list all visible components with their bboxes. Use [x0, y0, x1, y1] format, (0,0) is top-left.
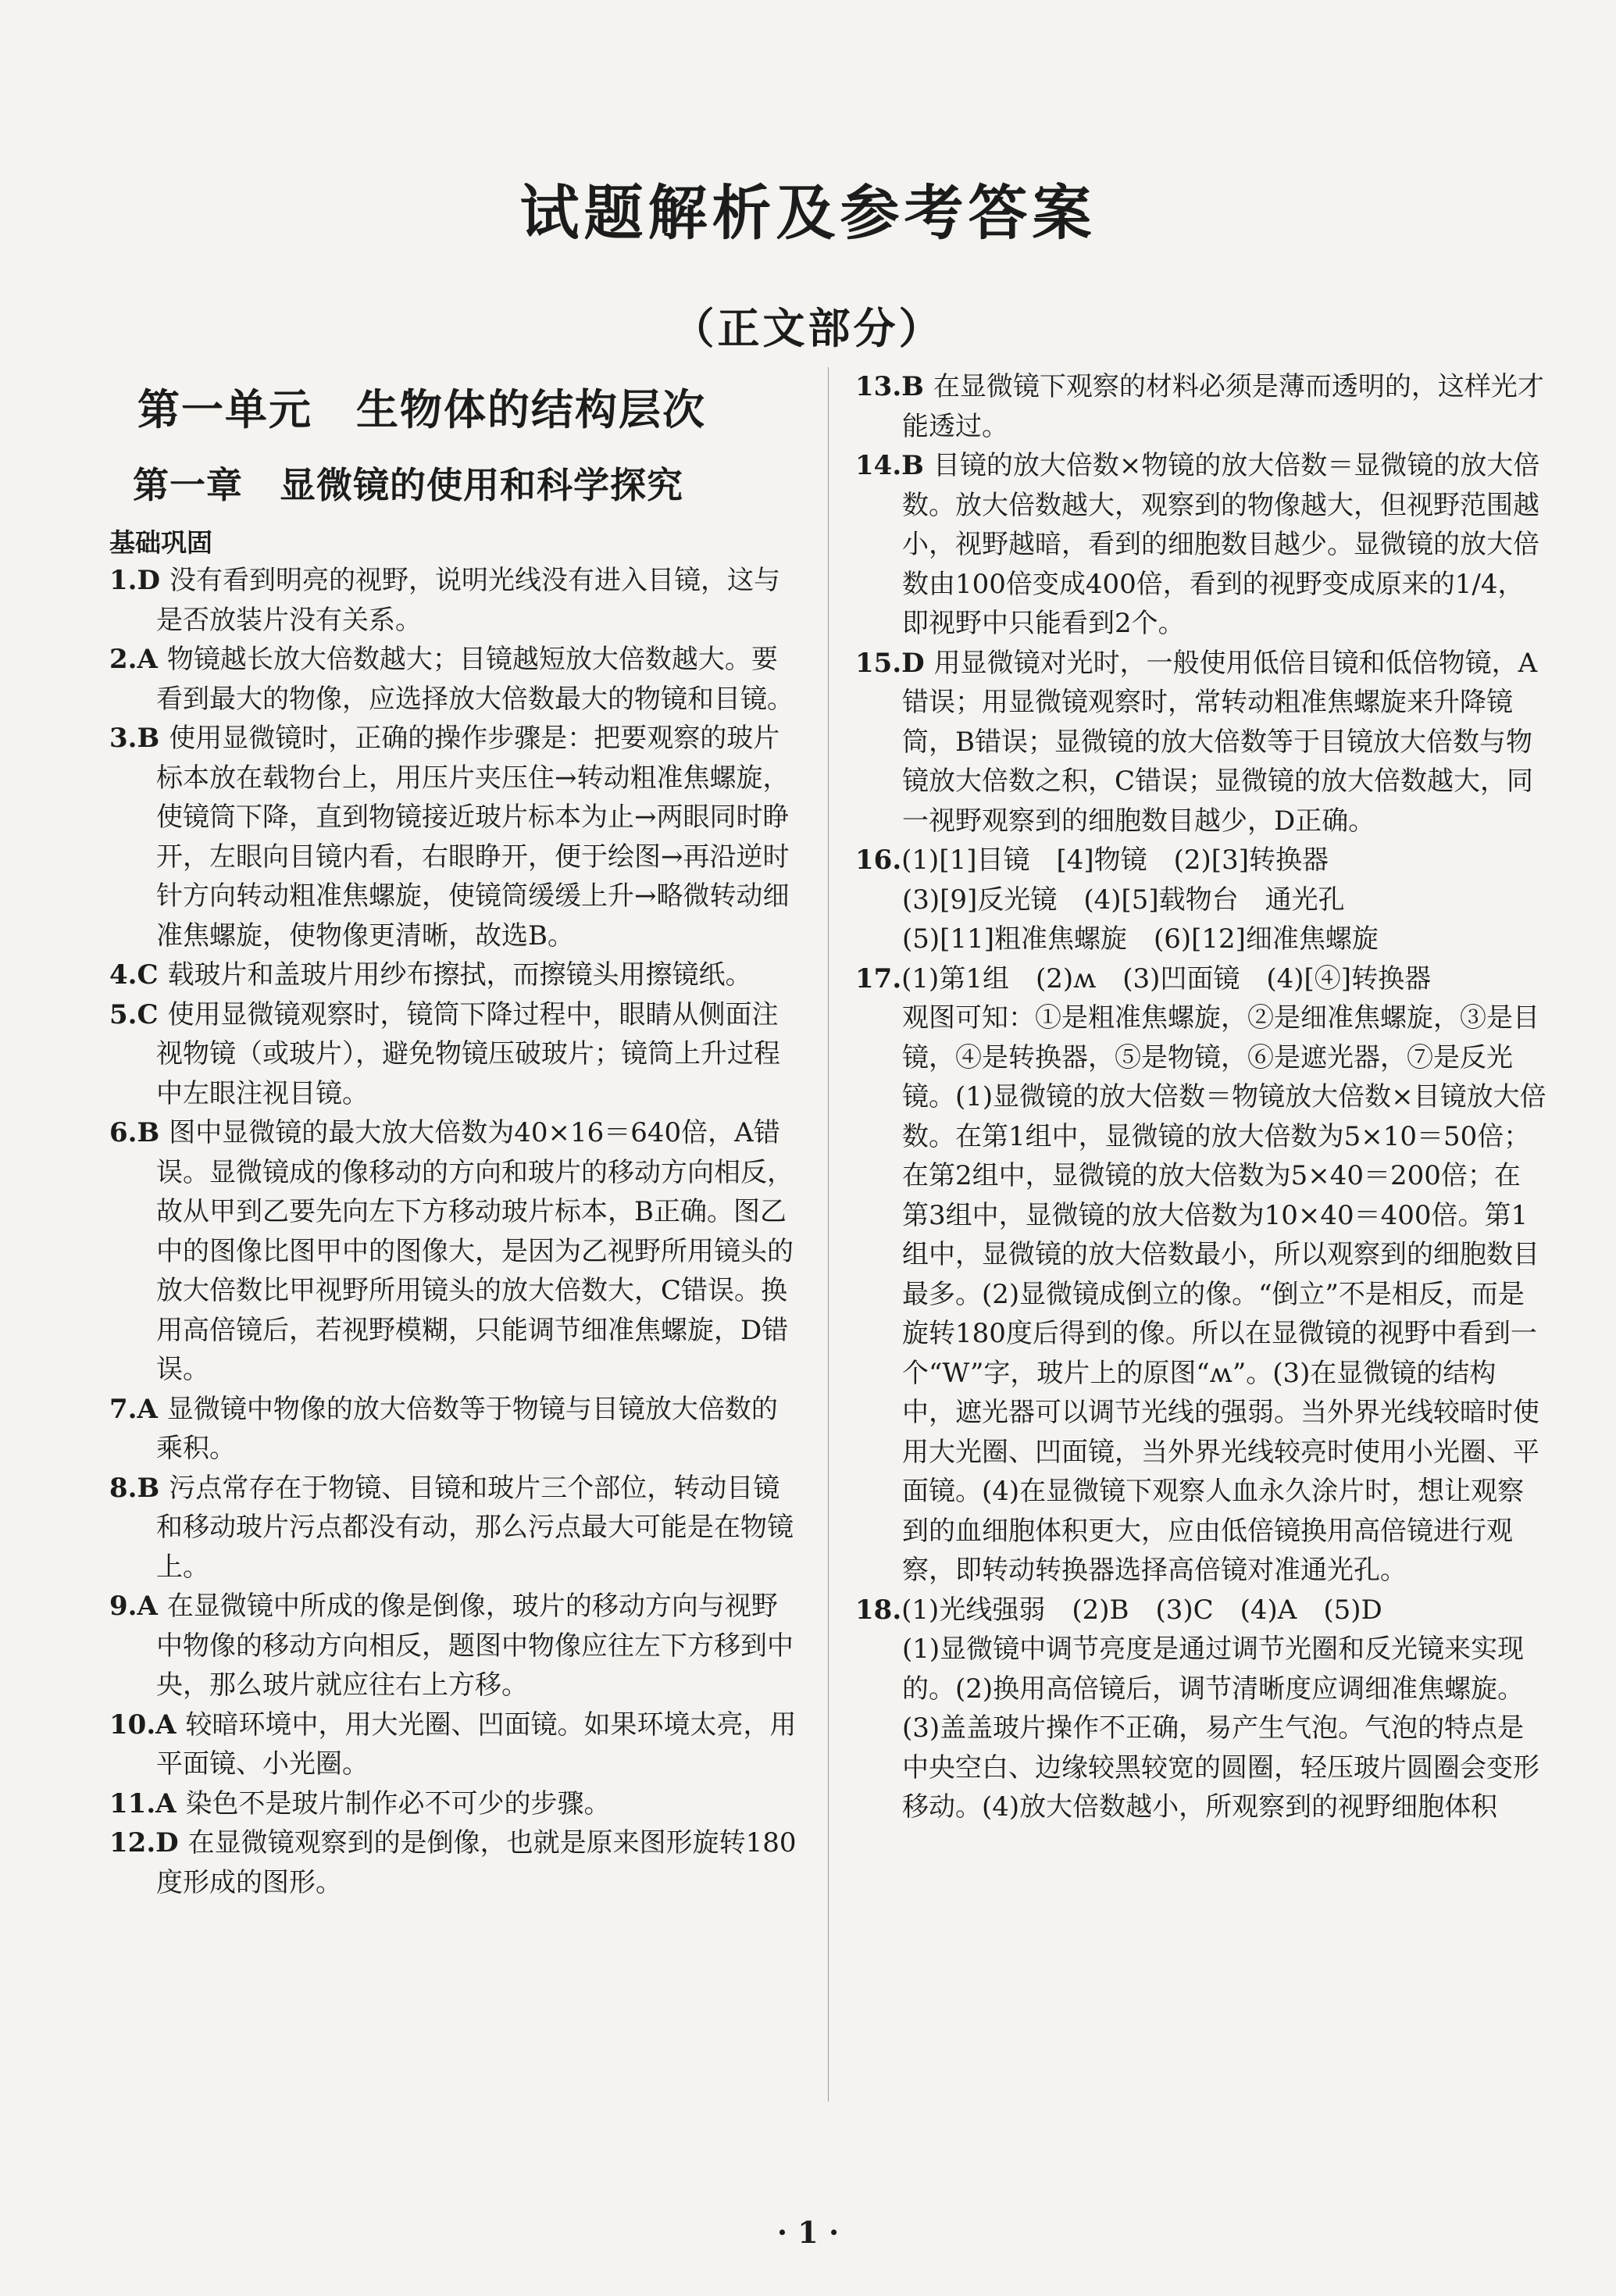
unit-heading: 第一单元 生物体的结构层次 [137, 385, 706, 434]
answer-item-17 [855, 959, 1546, 999]
answer-item [109, 955, 797, 995]
answer-explanation: 在显微镜下观察的材料必须是薄而透明的，这样光才能透过。 [902, 371, 1544, 442]
answer-item [109, 1705, 797, 1784]
answer-number: 14. [855, 450, 902, 481]
answer-number: 17. [855, 962, 902, 994]
answer-key: B [901, 371, 924, 402]
answer-item [109, 561, 797, 640]
answer-18-explanation: (1)显微镜中调节亮度是通过调节光圈和反光镜来实现的。(2)换用高倍镜后，调节清晰度应调细准焦螺旋。(3)盖盖玻片操作不正确，易产生气泡。气泡的特点是中央空白、边缘较黑较宽的圆圈，轻压玻片圆圈会变形移动。(4)放大倍数越小，所观察到的视野细胞体积 [902, 1634, 1539, 1823]
right-answer-list [855, 367, 1546, 841]
answer-explanation: 没有看到明亮的视野，说明光线没有进入目镜，这与是否放装片没有关系。 [156, 565, 780, 636]
answer-number: 1. [109, 565, 137, 596]
answer-number: 12. [109, 1827, 156, 1859]
answer-explanation: 图中显微镜的最大放大倍数为40×16＝640倍，A错误。显微镜成的像移动的方向和玻片的移动方向相反，故从甲到乙要先向左下方移动玻片标本，B正确。图乙中的图像比图甲中的图像大，是因为乙视野所用镜头的放大倍数比甲视野所用镜头的放大倍数大，C错误。换用高倍镜后，若视野模糊，只能调节细准焦螺旋，D错误。 [156, 1117, 794, 1385]
answer-number: 9. [109, 1591, 137, 1622]
answer-explanation: 在显微镜观察到的是倒像，也就是原来图形旋转180度形成的图形。 [156, 1827, 797, 1898]
answer-item [109, 719, 797, 955]
answer-number: 13. [855, 371, 902, 402]
answer-item [109, 1784, 797, 1824]
answer-explanation: 使用显微镜观察时，镜筒下降过程中，眼睛从侧面注视物镜（或玻片），避免物镜压破玻片；镜筒上升过程中左眼注视目镜。 [156, 998, 780, 1109]
answer-key: A [137, 644, 158, 675]
answer-key: B [137, 1472, 160, 1504]
answer-key: A [155, 1787, 177, 1819]
answer-key: B [901, 450, 924, 481]
answer-item [109, 995, 797, 1114]
answer-number: 11. [109, 1787, 156, 1819]
answer-explanation: 在显微镜中所成的像是倒像，玻片的移动方向与视野中物像的移动方向相反，题图中物像应往左下方移到中央，那么玻片就应往右上方移。 [156, 1591, 794, 1701]
answer-number: 16. [855, 844, 902, 876]
answer-item [855, 644, 1546, 841]
answer-number: 18. [855, 1594, 902, 1626]
answer-key: D [901, 647, 925, 679]
answer-number: 10. [109, 1709, 156, 1741]
answer-item [109, 1469, 797, 1587]
answer-number: 2. [109, 644, 137, 675]
answer-explanation: 目镜的放大倍数×物镜的放大倍数＝显微镜的放大倍数。放大倍数越大，观察到的物像越大，但视野范围越小，视野越暗，看到的细胞数目越少。显微镜的放大倍数由100倍变成400倍，看到的视野变成原来的1/4，即视野中只能看到2个。 [902, 450, 1540, 639]
answer-number: 6. [109, 1117, 137, 1148]
answer-explanation: 较暗环境中，用大光圈、凹面镜。如果环境太亮，用平面镜、小光圈。 [156, 1709, 797, 1780]
answer-16-line-3: (5)[11]粗准焦螺旋 (6)[12]细准焦螺旋 [902, 923, 1379, 955]
section-heading: 基础巩固 [109, 527, 212, 558]
answer-item [855, 367, 1546, 446]
answer-key: B [137, 723, 160, 754]
chapter-heading: 第一章 显微镜的使用和科学探究 [133, 464, 683, 506]
left-answer-list [109, 561, 797, 1902]
page-title: 试题解析及参考答案 [519, 178, 1097, 248]
answer-key: D [155, 1827, 179, 1859]
answer-16-line-1: (1)[1]目镜 [4]物镜 (2)[3]转换器 [901, 844, 1329, 876]
answer-explanation: 显微镜中物像的放大倍数等于物镜与目镜放大倍数的乘积。 [156, 1393, 778, 1464]
answer-key: B [137, 1117, 160, 1148]
column-divider [828, 367, 829, 2101]
answer-number: 7. [109, 1393, 137, 1425]
answer-item [109, 1390, 797, 1469]
answer-explanation: 载玻片和盖玻片用纱布擦拭，而擦镜头用擦镜纸。 [167, 959, 752, 991]
answer-item [109, 1113, 797, 1390]
answer-key: A [137, 1591, 158, 1622]
answer-key: C [137, 998, 159, 1030]
right-column [855, 367, 1546, 1827]
answer-number: 5. [109, 998, 137, 1030]
answer-explanation: 污点常存在于物镜、目镜和玻片三个部位，转动目镜和移动玻片污点都没有动，那么污点最大可能是在物镜上。 [156, 1472, 794, 1583]
page-subtitle: （正文部分） [672, 304, 944, 353]
answer-explanation: 用显微镜对光时，一般使用低倍目镜和低倍物镜，A错误；用显微镜观察时，常转动粗准焦螺旋来升降镜筒，B错误；显微镜的放大倍数等于目镜放大倍数与物镜放大倍数之积，C错误；显微镜的放大倍数越大，同一视野观察到的细胞数目越少，D正确。 [902, 647, 1538, 837]
answer-17-line-1: (1)第1组 (2)ʍ (3)凹面镜 (4)[④]转换器 [901, 962, 1432, 994]
answer-item [109, 1823, 797, 1902]
answer-16-line-2: (3)[9]反光镜 (4)[5]载物台 通光孔 [902, 884, 1345, 916]
answer-number: 15. [855, 647, 902, 679]
answer-number: 3. [109, 723, 137, 754]
answer-number: 4. [109, 959, 137, 991]
answer-item [855, 446, 1546, 644]
answer-key: A [155, 1709, 177, 1741]
answer-item [109, 640, 797, 719]
answer-17-explanation: 观图可知：①是粗准焦螺旋，②是细准焦螺旋，③是目镜，④是转换器，⑤是物镜，⑥是遮光器，⑦是反光镜。(1)显微镜的放大倍数＝物镜放大倍数×目镜放大倍数。在第1组中，显微镜的放大倍数为5×10＝50倍；在第2组中，显微镜的放大倍数为5×40＝200倍；在第3组中，显微镜的放大倍数为10×40＝400倍。第1组中，显微镜的放大倍数最小，所以观察到的细胞数目最多。(2)显微镜成倒立的像。“倒立”不是相反，而是旋转180度后得到的像。所以在显微镜的视野中看到一个“W”字，玻片上的原图“ʍ”。(3)在显微镜的结构中，遮光器可以调节光线的强弱。当外界光线较暗时使用大光圈、凹面镜，当外界光线较亮时使用小光圈、平面镜。(4)在显微镜下观察人血永久涂片时，想让观察到的血细胞体积更大，应由低倍镜换用高倍镜进行观察，即转动转换器选择高倍镜对准通光孔。 [902, 1002, 1546, 1586]
answer-item-18 [855, 1591, 1546, 1630]
answer-18-line-1: (1)光线强弱 (2)B (3)C (4)A (5)D [901, 1594, 1382, 1626]
answer-item [109, 1587, 797, 1705]
answer-explanation: 物镜越长放大倍数越大；目镜越短放大倍数越大。要看到最大的物像，应选择放大倍数最大的物镜和目镜。 [156, 644, 794, 715]
answer-item-16 [855, 841, 1546, 880]
answer-explanation: 使用显微镜时，正确的操作步骤是：把要观察的玻片标本放在载物台上，用压片夹压住→转动粗准焦螺旋，使镜筒下降，直到物镜接近玻片标本为止→两眼同时睁开，左眼向目镜内看，右眼睁开，便于绘图→再沿逆时针方向转动粗准焦螺旋，使镜筒缓缓上升→略微转动细准焦螺旋，使物像更清晰，故选B。 [156, 723, 790, 952]
page-number: · 1 · [776, 2215, 840, 2250]
answer-key: A [137, 1393, 158, 1425]
answer-key: D [137, 565, 160, 596]
answer-key: C [137, 959, 159, 991]
answer-explanation: 染色不是玻片制作必不可少的步骤。 [185, 1787, 611, 1819]
answer-number: 8. [109, 1472, 137, 1504]
left-column [109, 367, 797, 1902]
